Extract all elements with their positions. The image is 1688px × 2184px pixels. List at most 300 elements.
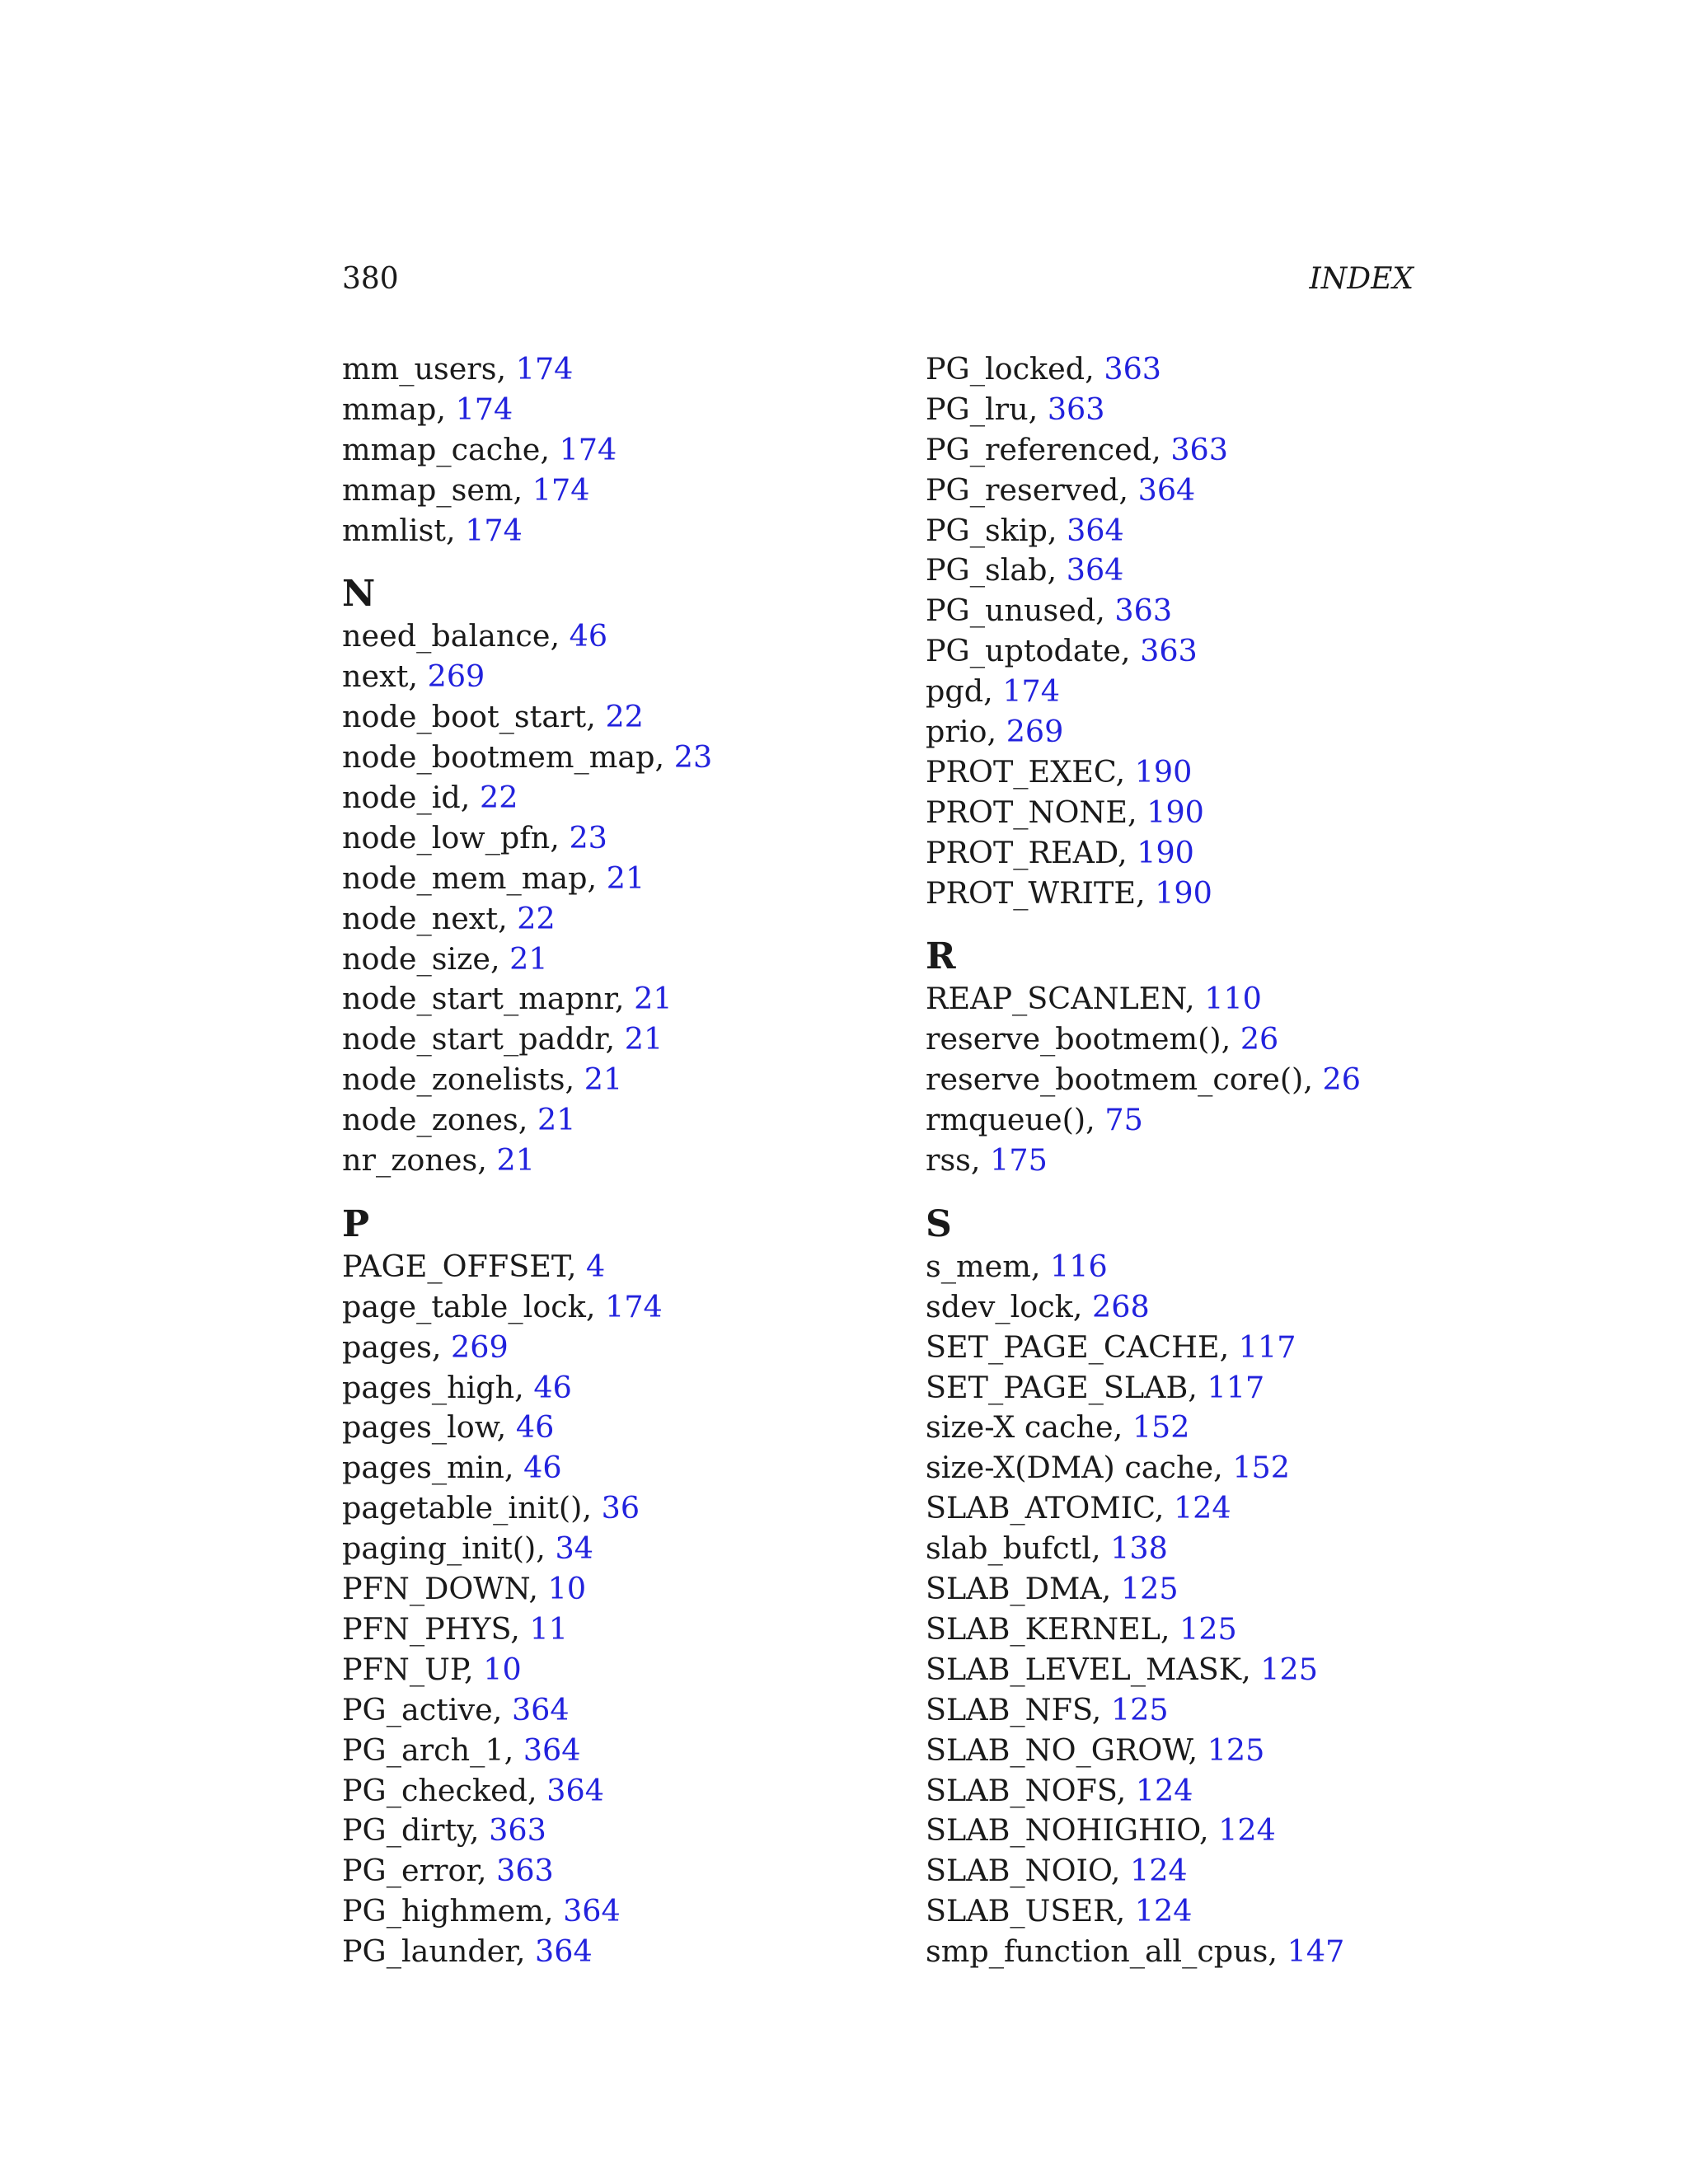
- page-reference-link[interactable]: 21: [624, 1021, 663, 1057]
- index-separator: ,: [1221, 1021, 1240, 1057]
- index-separator: ,: [436, 391, 456, 427]
- page-reference-link[interactable]: 174: [465, 512, 523, 548]
- index-separator: ,: [543, 1893, 564, 1929]
- index-entry: [926, 1328, 1453, 1368]
- index-entry: [342, 940, 870, 980]
- index-entry: [342, 1811, 870, 1851]
- index-entry: [342, 1408, 870, 1448]
- index-entry: [342, 1100, 870, 1141]
- index-term: node_zones: [342, 1102, 518, 1138]
- page-reference-link[interactable]: 46: [515, 1409, 555, 1446]
- index-term: PG_reserved: [926, 471, 1119, 508]
- page-reference-link[interactable]: 125: [1207, 1732, 1265, 1768]
- index-entry: [342, 1060, 870, 1100]
- index-term: pages: [342, 1329, 432, 1365]
- index-term: PG_unused: [926, 593, 1096, 629]
- index-column-right: [926, 349, 1453, 1972]
- page-reference-link[interactable]: 34: [555, 1530, 593, 1567]
- index-entry: [342, 1932, 870, 1972]
- index-term: node_mem_map: [342, 860, 588, 896]
- page-reference-link[interactable]: 21: [537, 1102, 576, 1138]
- index-term: PG_arch_1: [342, 1732, 504, 1768]
- index-entry: [926, 1891, 1453, 1932]
- page-reference-link[interactable]: 364: [1066, 552, 1124, 588]
- index-entry: [342, 1141, 870, 1181]
- index-term: SLAB_NOHIGHIO: [926, 1812, 1199, 1849]
- index-separator: ,: [1113, 1409, 1132, 1446]
- index-entry: [342, 349, 870, 390]
- page-reference-link[interactable]: 10: [483, 1651, 522, 1687]
- index-entry: [342, 1610, 870, 1650]
- index-entry: [342, 390, 870, 430]
- index-entry: [342, 1019, 870, 1060]
- page-reference-link[interactable]: 174: [559, 431, 617, 467]
- index-separator: ,: [1085, 1102, 1105, 1138]
- index-entry: [342, 616, 870, 657]
- index-term: smp_function_all_cpus: [926, 1933, 1268, 1970]
- page-number: 380: [342, 262, 399, 296]
- page-reference-link[interactable]: 364: [1067, 512, 1124, 548]
- index-separator: ,: [476, 1853, 497, 1889]
- index-term: rmqueue(): [926, 1102, 1086, 1138]
- index-separator: ,: [1095, 593, 1115, 629]
- index-separator: ,: [1268, 1933, 1287, 1970]
- index-separator: ,: [513, 471, 532, 508]
- page-reference-link[interactable]: 147: [1287, 1933, 1345, 1970]
- index-separator: ,: [477, 1142, 497, 1179]
- index-term: PAGE_OFFSET: [342, 1248, 567, 1284]
- index-entry: [926, 591, 1453, 631]
- index-entry: [926, 1060, 1453, 1100]
- index-term: paging_init(): [342, 1530, 537, 1567]
- index-separator: ,: [565, 1062, 584, 1098]
- index-term: PROT_WRITE: [926, 874, 1136, 911]
- page-reference-link[interactable]: 190: [1146, 794, 1204, 830]
- page-reference-link[interactable]: 174: [515, 351, 574, 387]
- index-separator: ,: [1118, 834, 1137, 870]
- index-separator: ,: [1151, 431, 1171, 467]
- index-entry: [926, 793, 1453, 833]
- index-separator: ,: [614, 981, 635, 1017]
- index-term: PG_dirty: [342, 1812, 470, 1849]
- page-reference-link[interactable]: 4: [586, 1248, 606, 1284]
- page-reference-link[interactable]: 363: [1170, 431, 1228, 467]
- page-reference-link[interactable]: 23: [569, 819, 607, 855]
- page-reference-link[interactable]: 124: [1129, 1853, 1188, 1889]
- index-separator: ,: [1072, 1288, 1092, 1324]
- page-reference-link[interactable]: 124: [1135, 1772, 1193, 1808]
- index-term: SET_PAGE_SLAB: [926, 1369, 1189, 1405]
- index-letter-heading: N: [342, 573, 376, 616]
- index-separator: ,: [1213, 1450, 1233, 1486]
- index-term: SLAB_NFS: [926, 1691, 1092, 1727]
- index-separator: ,: [1030, 1248, 1051, 1284]
- index-separator: ,: [1090, 1530, 1111, 1567]
- index-term: slab_bufctl: [926, 1530, 1091, 1567]
- index-separator: ,: [550, 819, 570, 855]
- index-separator: ,: [460, 780, 480, 816]
- index-entry: [342, 1731, 870, 1771]
- index-entry: [926, 1851, 1453, 1891]
- page-reference-link[interactable]: 364: [511, 1691, 570, 1727]
- index-entry: [342, 778, 870, 818]
- index-term: PG_highmem: [342, 1893, 544, 1929]
- index-entry: [926, 1287, 1453, 1328]
- index-term: PFN_UP: [342, 1651, 464, 1687]
- index-term: PROT_READ: [926, 834, 1118, 870]
- index-entry: [926, 672, 1453, 712]
- index-separator: ,: [492, 1691, 512, 1727]
- index-separator: ,: [654, 739, 674, 776]
- index-separator: ,: [1047, 512, 1067, 548]
- index-entry: [926, 1448, 1453, 1488]
- index-entry: [342, 1368, 870, 1408]
- index-term: SLAB_NOIO: [926, 1853, 1111, 1889]
- index-term: node_size: [342, 940, 490, 977]
- index-entry: [342, 430, 870, 471]
- page-reference-link[interactable]: 21: [634, 981, 673, 1017]
- index-entry: [926, 979, 1453, 1019]
- index-entry: [926, 833, 1453, 874]
- index-separator: ,: [1128, 794, 1147, 830]
- index-term: SLAB_DMA: [926, 1571, 1102, 1607]
- index-entry: [342, 1690, 870, 1731]
- index-separator: ,: [1085, 351, 1104, 387]
- index-separator: ,: [587, 860, 607, 896]
- index-entry: [926, 430, 1453, 471]
- index-entry: [926, 1932, 1453, 1972]
- index-term: mmlist: [342, 512, 446, 548]
- page-reference-link[interactable]: 190: [1155, 874, 1212, 911]
- index-term: page_table_lock: [342, 1288, 586, 1324]
- index-term: PG_lru: [926, 391, 1029, 427]
- index-term: node_start_paddr: [342, 1021, 606, 1057]
- index-entry: [926, 1731, 1453, 1771]
- page-reference-link[interactable]: 10: [547, 1571, 587, 1607]
- index-entry: [926, 752, 1453, 793]
- index-term: PG_launder: [342, 1933, 516, 1970]
- index-separator: ,: [445, 512, 466, 548]
- index-separator: ,: [1120, 633, 1141, 669]
- index-separator: ,: [1115, 1893, 1135, 1929]
- index-term: SLAB_LEVEL_MASK: [926, 1651, 1242, 1687]
- page-reference-link[interactable]: 21: [606, 860, 645, 896]
- index-entry: [926, 1100, 1453, 1141]
- index-entry: [926, 511, 1453, 551]
- index-term: pages_min: [342, 1450, 504, 1486]
- index-entry: [926, 1610, 1453, 1650]
- page-reference-link[interactable]: 363: [489, 1812, 546, 1849]
- index-entry: [926, 1569, 1453, 1610]
- index-separator: ,: [1118, 471, 1138, 508]
- index-entry: [926, 1690, 1453, 1731]
- index-term: PG_error: [342, 1853, 477, 1889]
- index-term: mmap: [342, 391, 437, 427]
- page-reference-link[interactable]: 269: [427, 658, 485, 695]
- index-term: SET_PAGE_CACHE: [926, 1329, 1220, 1365]
- index-separator: ,: [605, 1021, 625, 1057]
- index-term: size-X cache: [926, 1409, 1114, 1446]
- index-separator: ,: [983, 673, 1003, 710]
- page-reference-link[interactable]: 364: [535, 1933, 593, 1970]
- page-reference-link[interactable]: 364: [563, 1893, 621, 1929]
- index-separator: ,: [540, 431, 560, 467]
- page-reference-link[interactable]: 22: [517, 900, 556, 936]
- index-separator: ,: [496, 1409, 516, 1446]
- index-term: pages_low: [342, 1409, 497, 1446]
- index-term: PFN_DOWN: [342, 1571, 529, 1607]
- index-separator: ,: [490, 940, 510, 977]
- index-term: node_next: [342, 900, 499, 936]
- page-reference-link[interactable]: 124: [1134, 1893, 1193, 1929]
- index-separator: ,: [582, 1490, 602, 1526]
- index-separator: ,: [970, 1142, 991, 1179]
- page-reference-link[interactable]: 174: [532, 471, 590, 508]
- index-entry: [342, 859, 870, 899]
- index-separator: ,: [528, 1772, 547, 1808]
- index-entry: [342, 738, 870, 778]
- index-separator: ,: [1135, 874, 1156, 911]
- index-separator: ,: [1188, 1732, 1207, 1768]
- page-reference-link[interactable]: 117: [1238, 1329, 1296, 1365]
- index-entry: [926, 1771, 1453, 1811]
- index-entry: [926, 1368, 1453, 1408]
- page-reference-link[interactable]: 46: [569, 618, 608, 654]
- page-reference-link[interactable]: 36: [601, 1490, 640, 1526]
- index-term: need_balance: [342, 618, 551, 654]
- index-separator: ,: [518, 1102, 537, 1138]
- page-reference-link[interactable]: 364: [546, 1772, 604, 1808]
- page-reference-link[interactable]: 190: [1134, 753, 1193, 790]
- index-separator: ,: [1047, 552, 1067, 588]
- index-separator: ,: [550, 618, 570, 654]
- index-entry: [342, 1328, 870, 1368]
- index-entry: [342, 1247, 870, 1287]
- index-separator: ,: [1101, 1571, 1121, 1607]
- index-entry: [342, 471, 870, 511]
- index-entry: [342, 1448, 870, 1488]
- index-term: REAP_SCANLEN: [926, 981, 1186, 1017]
- index-term: PG_locked: [926, 351, 1085, 387]
- index-term: s_mem: [926, 1248, 1031, 1284]
- index-entry: [342, 1891, 870, 1932]
- page-reference-link[interactable]: 21: [496, 1142, 535, 1179]
- page-reference-link[interactable]: 174: [605, 1288, 663, 1324]
- page-reference-link[interactable]: 26: [1322, 1062, 1361, 1098]
- page-reference-link[interactable]: 152: [1232, 1450, 1290, 1486]
- index-separator: ,: [1198, 1812, 1219, 1849]
- index-entry: [342, 1488, 870, 1529]
- index-letter-heading: S: [926, 1202, 952, 1245]
- index-term: node_zonelists: [342, 1062, 565, 1098]
- page-reference-link[interactable]: 363: [1114, 593, 1173, 629]
- index-entry: [342, 818, 870, 859]
- index-entry: [926, 1141, 1453, 1181]
- index-term: PROT_NONE: [926, 794, 1128, 830]
- index-term: node_low_pfn: [342, 819, 551, 855]
- index-separator: ,: [586, 699, 606, 735]
- index-term: mmap_cache: [342, 431, 541, 467]
- index-term: reserve_bootmem_core(): [926, 1062, 1304, 1098]
- index-term: next: [342, 658, 409, 695]
- index-entry: [926, 874, 1453, 914]
- index-term: PG_skip: [926, 512, 1048, 548]
- page-reference-link[interactable]: 22: [479, 780, 518, 816]
- index-term: node_start_mapnr: [342, 981, 615, 1017]
- running-head: INDEX: [1309, 262, 1414, 296]
- index-entry: [926, 349, 1453, 390]
- index-separator: ,: [469, 1812, 490, 1849]
- page-reference-link[interactable]: 124: [1173, 1490, 1231, 1526]
- index-separator: ,: [510, 1610, 530, 1647]
- page-reference-link[interactable]: 190: [1137, 834, 1194, 870]
- page-reference-link[interactable]: 116: [1050, 1248, 1108, 1284]
- page-reference-link[interactable]: 138: [1110, 1530, 1168, 1567]
- index-term: rss: [926, 1142, 971, 1179]
- index-separator: ,: [498, 900, 518, 936]
- index-separator: ,: [1188, 1369, 1207, 1405]
- index-term: PG_active: [342, 1691, 493, 1727]
- page-reference-link[interactable]: 269: [1006, 714, 1064, 750]
- index-separator: ,: [504, 1732, 523, 1768]
- page-reference-link[interactable]: 363: [496, 1853, 554, 1889]
- index-term: PFN_PHYS: [342, 1610, 511, 1647]
- index-term: prio: [926, 714, 987, 750]
- index-term: PG_checked: [342, 1772, 528, 1808]
- page-reference-link[interactable]: 124: [1218, 1812, 1276, 1849]
- index-entry: [926, 631, 1453, 672]
- index-term: pagetable_init(): [342, 1490, 583, 1526]
- index-term: SLAB_USER: [926, 1893, 1116, 1929]
- index-term: SLAB_ATOMIC: [926, 1490, 1155, 1526]
- index-term: sdev_lock: [926, 1288, 1073, 1324]
- index-separator: ,: [1185, 981, 1205, 1017]
- page-reference-link[interactable]: 125: [1120, 1571, 1179, 1607]
- page-header: [342, 262, 1414, 308]
- index-entry: [926, 1408, 1453, 1448]
- index-entry: [342, 979, 870, 1019]
- index-entry: [926, 1488, 1453, 1529]
- index-term: reserve_bootmem(): [926, 1021, 1221, 1057]
- page-reference-link[interactable]: 46: [533, 1369, 572, 1405]
- index-term: pages_high: [342, 1369, 515, 1405]
- page-reference-link[interactable]: 268: [1092, 1288, 1150, 1324]
- page-reference-link[interactable]: 11: [529, 1610, 568, 1647]
- index-entry: [926, 551, 1453, 591]
- index-entry: [342, 1771, 870, 1811]
- index-term: mm_users: [342, 351, 497, 387]
- index-separator: ,: [566, 1248, 587, 1284]
- index-term: PG_slab: [926, 552, 1048, 588]
- index-term: pgd: [926, 673, 984, 710]
- index-term: mmap_sem: [342, 471, 513, 508]
- index-entry: [926, 1650, 1453, 1690]
- index-term: SLAB_NO_GROW: [926, 1732, 1189, 1768]
- index-term: node_id: [342, 780, 461, 816]
- page-reference-link[interactable]: 152: [1132, 1409, 1190, 1446]
- index-letter-heading: P: [342, 1202, 370, 1245]
- index-separator: ,: [515, 1933, 536, 1970]
- index-column-left: [342, 349, 870, 1972]
- index-term: nr_zones: [342, 1142, 478, 1179]
- index-entry: [926, 1247, 1453, 1287]
- page-reference-link[interactable]: 26: [1240, 1021, 1279, 1057]
- index-entry: [926, 471, 1453, 511]
- index-separator: ,: [1160, 1610, 1180, 1647]
- index-separator: ,: [1116, 1772, 1136, 1808]
- index-term: SLAB_KERNEL: [926, 1610, 1160, 1647]
- page-reference-link[interactable]: 21: [509, 940, 548, 977]
- index-separator: ,: [528, 1571, 548, 1607]
- index-entry: [342, 1851, 870, 1891]
- page-reference-link[interactable]: 125: [1179, 1610, 1237, 1647]
- page-reference-link[interactable]: 363: [1047, 391, 1105, 427]
- index-term: PROT_EXEC: [926, 753, 1116, 790]
- index-entry: [926, 712, 1453, 752]
- page-reference-link[interactable]: 175: [990, 1142, 1048, 1179]
- index-separator: ,: [1303, 1062, 1323, 1098]
- index-separator: ,: [1154, 1490, 1174, 1526]
- page-reference-link[interactable]: 363: [1140, 633, 1198, 669]
- page-reference-link[interactable]: 174: [455, 391, 513, 427]
- index-entry: [342, 1529, 870, 1569]
- index-term: PG_referenced: [926, 431, 1152, 467]
- index-separator: ,: [431, 1329, 452, 1365]
- page-reference-link[interactable]: 125: [1110, 1691, 1169, 1727]
- index-letter-heading: R: [926, 935, 956, 978]
- index-separator: ,: [1110, 1853, 1130, 1889]
- page-reference-link[interactable]: 110: [1204, 981, 1262, 1017]
- index-separator: ,: [408, 658, 428, 695]
- index-separator: ,: [585, 1288, 606, 1324]
- page-reference-link[interactable]: 363: [1104, 351, 1162, 387]
- index-term: node_bootmem_map: [342, 739, 655, 776]
- index-separator: ,: [1241, 1651, 1261, 1687]
- page-reference-link[interactable]: 174: [1002, 673, 1060, 710]
- index-entry: [342, 899, 870, 940]
- index-entry: [342, 1650, 870, 1690]
- index-entry: [342, 511, 870, 551]
- index-entry: [342, 697, 870, 738]
- index-entry: [926, 1019, 1453, 1060]
- page-reference-link[interactable]: 269: [451, 1329, 509, 1365]
- index-entry: [926, 1529, 1453, 1569]
- index-separator: ,: [514, 1369, 534, 1405]
- page-reference-link[interactable]: 21: [584, 1062, 623, 1098]
- page-reference-link[interactable]: 117: [1207, 1369, 1265, 1405]
- index-term: node_boot_start: [342, 699, 587, 735]
- index-separator: ,: [536, 1530, 556, 1567]
- index-entry: [926, 390, 1453, 430]
- page-reference-link[interactable]: 364: [1137, 471, 1196, 508]
- index-entry: [926, 1811, 1453, 1851]
- index-separator: ,: [1219, 1329, 1239, 1365]
- page-reference-link[interactable]: 364: [523, 1732, 581, 1768]
- index-separator: ,: [987, 714, 1006, 750]
- page-reference-link[interactable]: 23: [673, 739, 713, 776]
- index-term: size-X(DMA) cache: [926, 1450, 1214, 1486]
- index-separator: ,: [504, 1450, 524, 1486]
- page-reference-link[interactable]: 22: [605, 699, 644, 735]
- index-separator: ,: [1115, 753, 1135, 790]
- index-entry: [342, 1287, 870, 1328]
- page-reference-link[interactable]: 46: [523, 1450, 562, 1486]
- index-entry: [342, 1569, 870, 1610]
- index-separator: ,: [496, 351, 516, 387]
- page-reference-link[interactable]: 125: [1260, 1651, 1318, 1687]
- index-term: PG_uptodate: [926, 633, 1121, 669]
- page-reference-link[interactable]: 75: [1104, 1102, 1143, 1138]
